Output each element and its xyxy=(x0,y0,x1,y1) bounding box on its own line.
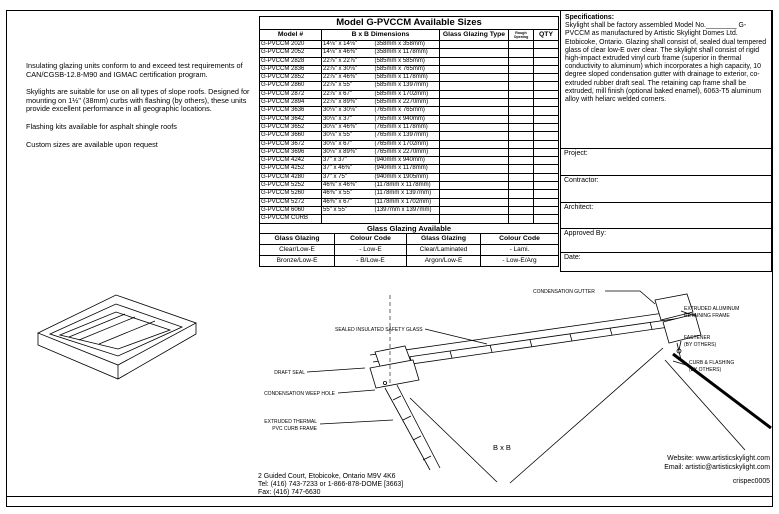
tel-line: Tel: (416) 743-7233 or 1-866-878-DOME [3663] xyxy=(258,481,404,489)
table-cell: G-PVCCM 2020 xyxy=(260,41,322,49)
table-cell: 30⅛" x 55" xyxy=(322,132,374,140)
table-cell: (1178mm x 1702mm) xyxy=(374,198,440,206)
table-row xyxy=(260,190,559,198)
specifications-title: Specifications: xyxy=(565,14,615,21)
contractor-field xyxy=(561,175,771,202)
website-line: Website: www.artisticskylight.com xyxy=(667,455,770,462)
table-cell: Argon/Low-E xyxy=(407,255,481,266)
table-row xyxy=(260,41,559,49)
table-cell xyxy=(440,206,509,214)
table-cell xyxy=(440,107,509,115)
doc-code: crispec0005 xyxy=(732,478,770,485)
table-cell xyxy=(534,41,559,49)
table-row xyxy=(260,57,559,65)
architect-field xyxy=(561,202,771,228)
table-cell xyxy=(534,132,559,140)
table-cell: G-PVCCM 4242 xyxy=(260,157,322,165)
table-row xyxy=(260,148,559,156)
table-cell xyxy=(440,82,509,90)
table-cell: (765mm x 1178mm) xyxy=(374,123,440,131)
draft-seal-leader xyxy=(307,368,365,372)
table-cell xyxy=(534,140,559,148)
table-cell: Bronze/Low-E xyxy=(260,255,335,266)
pvc-frame-section-left xyxy=(370,360,419,388)
note-mounting: Skylights are suitable for use on all types of slope roofs. Designed for mounting on 1½" (38mm) curbs with flashing (by others), these units provide excellent performance in all geographic locations. xyxy=(26,87,250,114)
table-row xyxy=(260,82,559,90)
table-row xyxy=(260,255,559,266)
table-cell: (585mm x 2270mm) xyxy=(374,99,440,107)
table-cell: (765mm x 1397mm) xyxy=(374,132,440,140)
table-cell: 37" x 75" xyxy=(322,173,374,181)
flashing-label-2: (BY OTHERS) xyxy=(689,367,722,373)
table-cell: G-PVCCM 3672 xyxy=(260,140,322,148)
table-row xyxy=(260,115,559,123)
email-line: Email: artistic@artisticskylight.com xyxy=(664,464,770,471)
table-cell: G-PVCCM 2894 xyxy=(260,99,322,107)
table-cell: G-PVCCM 4252 xyxy=(260,165,322,173)
col-glazing-type: Glass Glazing Type xyxy=(440,30,509,41)
table-cell: (765mm x 2270mm) xyxy=(374,148,440,156)
table-cell xyxy=(534,99,559,107)
table-cell xyxy=(509,198,534,206)
col-rough-opening: Rough Opening xyxy=(509,30,534,41)
table-cell: - B/Low-E xyxy=(335,255,407,266)
table-cell: 22⅞" x 55" xyxy=(322,82,374,90)
table-cell: (1178mm x 1178mm) xyxy=(374,182,440,190)
table-cell xyxy=(509,182,534,190)
table-cell: (940mm x 940mm) xyxy=(374,157,440,165)
table-cell: 55" x 55" xyxy=(322,206,374,214)
table-cell: G-PVCCM 2860 xyxy=(260,82,322,90)
col-dimensions: B x B Dimensions xyxy=(322,30,440,41)
table-row xyxy=(260,74,559,82)
size-table xyxy=(259,16,559,224)
table-cell: 37" x 37" xyxy=(322,157,374,165)
notes-block xyxy=(26,62,259,158)
table-cell xyxy=(440,115,509,123)
table-cell: G-PVCCM 2828 xyxy=(260,57,322,65)
table-row xyxy=(260,140,559,148)
curb-frame-leader xyxy=(320,420,393,424)
table-cell xyxy=(509,65,534,73)
note-certification: Insulating glazing units conform to and exceed test requirements of CAN/CGSB-12.8-M90 and IGMAC certification program. xyxy=(26,61,243,79)
table-cell: (585mm x 1397mm) xyxy=(374,82,440,90)
table-cell: 22⅞" x 67" xyxy=(322,90,374,98)
table-cell xyxy=(440,49,509,57)
table-row xyxy=(260,165,559,173)
size-table-wrap xyxy=(259,16,558,267)
table-cell xyxy=(509,148,534,156)
table-cell xyxy=(440,182,509,190)
table-cell: G-PVCCM 2052 xyxy=(260,49,322,57)
size-table-title: Model G-PVCCM Available Sizes xyxy=(260,17,559,30)
table-row xyxy=(260,49,559,57)
title-block-panel xyxy=(560,10,772,272)
retaining-label-1: EXTRUDED ALUMINUM xyxy=(684,306,740,312)
table-cell xyxy=(509,82,534,90)
specifications xyxy=(561,11,771,148)
table-row xyxy=(260,123,559,131)
curb-frame-label-1: EXTRUDED THERMAL xyxy=(264,419,317,425)
table-cell: 22⅞" x 46⅜" xyxy=(322,74,374,82)
table-row xyxy=(260,173,559,181)
table-cell: 30⅛" x 30⅛" xyxy=(322,107,374,115)
table-cell: G-PVCCM 3642 xyxy=(260,115,322,123)
note-flashing-kits: Flashing kits available for asphalt shingle roofs xyxy=(26,121,177,131)
table-cell xyxy=(440,140,509,148)
col-colour-2: Colour Code xyxy=(481,233,559,244)
table-cell: 30⅛" x 89⅜" xyxy=(322,148,374,156)
table-cell xyxy=(534,123,559,131)
table-cell: 22⅞" x 30⅛" xyxy=(322,65,374,73)
weep-hole-leader xyxy=(338,390,375,393)
glazing-table-title: Glass Glazing Available xyxy=(260,223,559,233)
specifications-body: Skylight shall be factory assembled Model No.________ G-PVCCM as manufactured by Artistic Skylight Domes Ltd. Etobicoke, Ontario. Glazing shall consist of, sealed dual tempered glass of clear low-E over clear. The skylight shall consist of rigid high-impact extruded vinyl curb frame (superior in thermal conductivity to aluminum) which incorporates a high capacity, 10 degree sloped condensation gutter with drainage to exterior, co-extruded rubber draft seal. The retaining cap frame shall be extruded, mill finish (optional baked enamel), 6063-T5 aluminum alloy with heliarc welded corners. xyxy=(565,22,767,104)
fastener-label-1: FASTENER xyxy=(684,335,711,341)
table-cell: (1397mm x 1397mm) xyxy=(374,206,440,214)
table-cell: G-PVCCM 3696 xyxy=(260,148,322,156)
table-cell: G-PVCCM CURB xyxy=(260,215,322,223)
table-cell: - Low-E xyxy=(335,244,407,255)
glass-leader xyxy=(425,329,487,344)
table-cell xyxy=(509,132,534,140)
table-cell: G-PVCCM 5252 xyxy=(260,182,322,190)
table-cell xyxy=(509,57,534,65)
table-cell xyxy=(440,41,509,49)
table-cell: 22⅞" x 89⅜" xyxy=(322,99,374,107)
table-cell: G-PVCCM 6060 xyxy=(260,206,322,214)
contact-block xyxy=(590,454,770,486)
draft-seal-label: DRAFT SEAL xyxy=(274,370,305,376)
table-cell xyxy=(509,206,534,214)
glass-label: SEALED INSULATED SAFETY GLASS xyxy=(335,327,423,333)
size-table-body xyxy=(260,41,559,224)
date-label: Date: xyxy=(564,254,581,261)
table-row xyxy=(260,107,559,115)
flashing-label-1: CURB & FLASHING xyxy=(689,360,735,366)
table-cell xyxy=(534,90,559,98)
col-glazing-2: Glass Glazing xyxy=(407,233,481,244)
glass-section-lines xyxy=(370,310,690,369)
table-row xyxy=(260,157,559,165)
table-cell xyxy=(534,165,559,173)
table-cell xyxy=(440,123,509,131)
address-line: 2 Guided Court, Etobicoke, Ontario M9V 4K6 xyxy=(258,473,396,480)
table-cell: Clear/Low-E xyxy=(260,244,335,255)
curb-frame-label-2: PVC CURB FRAME xyxy=(272,426,317,432)
fax-line: Fax: (416) 747-6630 xyxy=(258,489,321,497)
table-cell xyxy=(440,74,509,82)
glazing-ticks xyxy=(410,322,652,364)
table-cell: Clear/Laminated xyxy=(407,244,481,255)
weep-hole-label: CONDENSATION WEEP HOLE xyxy=(264,391,335,397)
approved-by-label: Approved By: xyxy=(564,230,607,237)
table-cell: (585mm x 765mm) xyxy=(374,65,440,73)
table-cell: 14⅛" x 46⅜" xyxy=(322,49,374,57)
table-cell: G-PVCCM 2836 xyxy=(260,65,322,73)
table-cell: - Low-E/Arg xyxy=(481,255,559,266)
table-row xyxy=(260,244,559,255)
table-cell: (585mm x 1178mm) xyxy=(374,74,440,82)
table-cell xyxy=(440,173,509,181)
table-cell xyxy=(509,99,534,107)
table-cell: (358mm x 358mm) xyxy=(374,41,440,49)
curb-line-right xyxy=(665,360,745,450)
table-cell: (765mm x 765mm) xyxy=(374,107,440,115)
table-cell: 30⅛" x 46⅜" xyxy=(322,123,374,131)
date-field xyxy=(561,252,771,273)
table-cell xyxy=(509,49,534,57)
table-cell xyxy=(509,115,534,123)
table-cell xyxy=(440,198,509,206)
fastener-leader xyxy=(679,341,681,350)
table-cell xyxy=(509,41,534,49)
table-cell xyxy=(440,132,509,140)
glazing-table-body xyxy=(260,244,559,266)
table-cell xyxy=(509,157,534,165)
table-row xyxy=(260,132,559,140)
table-cell xyxy=(440,165,509,173)
col-colour-1: Colour Code xyxy=(335,233,407,244)
dimension-label: B x B xyxy=(493,443,511,452)
table-cell xyxy=(534,65,559,73)
table-row xyxy=(260,99,559,107)
condensation-gutter-label: CONDENSATION GUTTER xyxy=(533,289,595,295)
table-row xyxy=(260,182,559,190)
table-cell xyxy=(509,107,534,115)
table-cell xyxy=(440,57,509,65)
table-cell xyxy=(534,115,559,123)
table-cell xyxy=(509,140,534,148)
note-custom-sizes: Custom sizes are available upon request xyxy=(26,139,158,149)
table-cell: G-PVCCM 2852 xyxy=(260,74,322,82)
table-cell: 46⅜" x 46⅜" xyxy=(322,182,374,190)
fastener-label-2: (BY OTHERS) xyxy=(684,342,717,348)
table-cell: G-PVCCM 5272 xyxy=(260,198,322,206)
table-cell xyxy=(534,190,559,198)
table-cell: 30⅛" x 37" xyxy=(322,115,374,123)
table-cell xyxy=(534,148,559,156)
table-cell xyxy=(534,206,559,214)
table-cell xyxy=(534,107,559,115)
table-cell xyxy=(534,49,559,57)
table-cell: 30⅛" x 67" xyxy=(322,140,374,148)
table-cell: G-PVCCM 2872 xyxy=(260,90,322,98)
table-cell: (358mm x 1178mm) xyxy=(374,49,440,57)
gutter-leader xyxy=(605,291,655,304)
table-cell: (585mm x 1702mm) xyxy=(374,90,440,98)
table-cell xyxy=(534,157,559,165)
skylight-isometric-drawing xyxy=(28,287,203,405)
table-cell xyxy=(509,90,534,98)
approved-by-field xyxy=(561,228,771,252)
table-cell: 14⅛" x 14⅛" xyxy=(322,41,374,49)
table-cell xyxy=(440,148,509,156)
table-cell xyxy=(509,165,534,173)
col-qty: QTY xyxy=(534,30,559,41)
table-cell xyxy=(509,173,534,181)
project-label: Project: xyxy=(564,150,588,157)
table-cell: G-PVCCM 3660 xyxy=(260,132,322,140)
address-block xyxy=(258,473,403,498)
table-cell xyxy=(534,74,559,82)
col-model: Model # xyxy=(260,30,322,41)
table-cell: (940mm x 1905mm) xyxy=(374,173,440,181)
retaining-label-2: RETAINING FRAME xyxy=(684,313,730,319)
table-cell xyxy=(534,182,559,190)
table-cell xyxy=(440,190,509,198)
table-cell xyxy=(534,57,559,65)
table-cell: G-PVCCM 3652 xyxy=(260,123,322,131)
table-cell: 46⅜" x 67" xyxy=(322,198,374,206)
table-cell: (940mm x 1178mm) xyxy=(374,165,440,173)
table-cell xyxy=(440,65,509,73)
table-cell: (765mm x 940mm) xyxy=(374,115,440,123)
table-cell: G-PVCCM 3636 xyxy=(260,107,322,115)
table-cell: (585mm x 585mm) xyxy=(374,57,440,65)
table-cell: G-PVCCM 5260 xyxy=(260,190,322,198)
table-cell xyxy=(509,123,534,131)
table-cell xyxy=(534,173,559,181)
table-row xyxy=(260,65,559,73)
table-cell xyxy=(534,82,559,90)
table-cell xyxy=(440,99,509,107)
architect-label: Architect: xyxy=(564,204,594,211)
table-row xyxy=(260,198,559,206)
table-cell xyxy=(440,157,509,165)
table-row xyxy=(260,206,559,214)
table-cell xyxy=(509,190,534,198)
table-cell: - Lami. xyxy=(481,244,559,255)
table-cell: 22⅞" x 22⅞" xyxy=(322,57,374,65)
contractor-label: Contractor: xyxy=(564,177,599,184)
project-field xyxy=(561,148,771,175)
table-cell: (765mm x 1702mm) xyxy=(374,140,440,148)
table-cell xyxy=(440,90,509,98)
table-row xyxy=(260,90,559,98)
table-cell xyxy=(534,198,559,206)
table-cell: G-PVCCM 4280 xyxy=(260,173,322,181)
table-cell: 37" x 46⅜" xyxy=(322,165,374,173)
left-curb-lines xyxy=(385,385,440,470)
glazing-table xyxy=(259,223,559,267)
col-glazing-1: Glass Glazing xyxy=(260,233,335,244)
table-cell: 46⅜" x 55" xyxy=(322,190,374,198)
table-cell xyxy=(509,74,534,82)
table-cell: (1178mm x 1397mm) xyxy=(374,190,440,198)
